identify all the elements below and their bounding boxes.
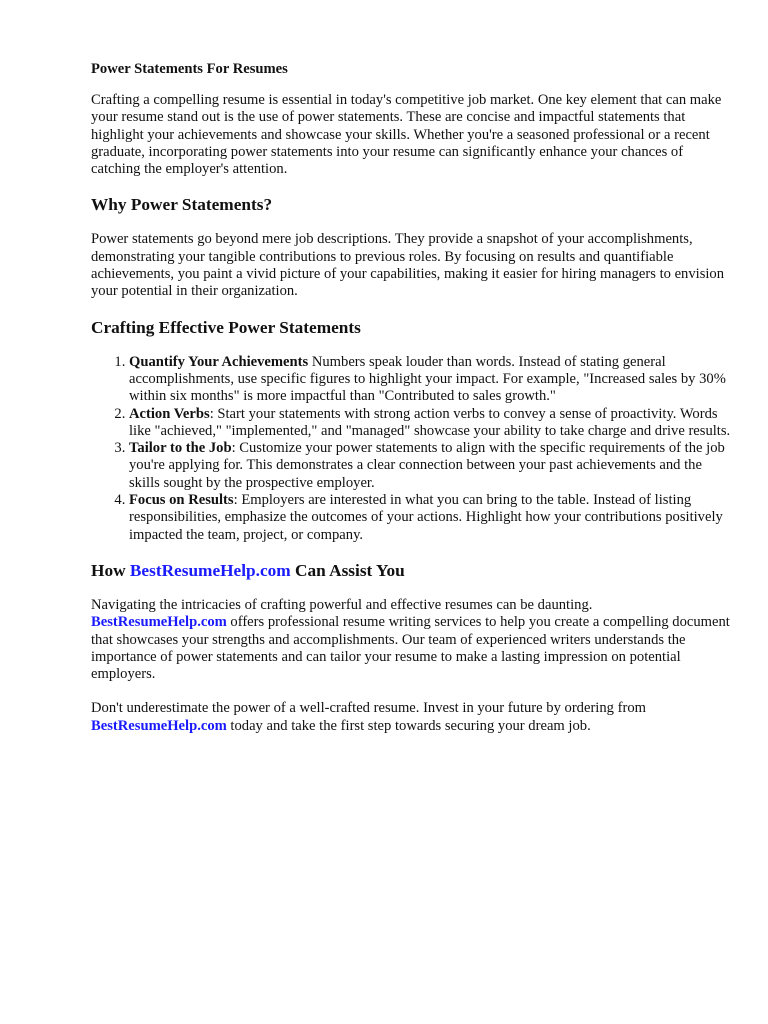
bestresumehelp-link[interactable]: BestResumeHelp.com [91,717,227,734]
list-item-separator: : [209,405,218,422]
list-item-text: Numbers speak louder than words. Instead of stating general accomplishments, use specific figures to highlight your impact. For example, "Increased sales by 30% within six months" is more impactful than "Contributed to sales growth." [129,353,726,405]
list-item-text: Customize your power statements to align with the specific requirements of the job you're applying for. This demonstrates a clear connection between your past achievements and the skills sought by the prospective employer. [129,440,725,491]
paragraph-text-after: offers professional resume writing services to help you create a compelling document that showcases your strengths and accomplishments. Our team of experienced writers understands the importance of power statements and can tailor your resume to make a lasting impression on potential employers. [91,614,730,683]
list-item-term: Focus on Results [129,492,234,509]
list-item [129,440,731,492]
page-title: Power Statements For Resumes [91,61,288,77]
list-item-term: Action Verbs [129,405,210,422]
paragraph-text-after: today and take the first step towards securing your dream job. [226,717,591,734]
why-paragraph: Power statements go beyond mere job descriptions. They provide a snapshot of your accomplishments, demonstrating your tangible contributions to previous roles. By focusing on results and quantifiable achievements, you paint a vivid picture of your capabilities, making it easier for hiring managers to envision your potential in their organization. [91,231,725,300]
list-item [129,354,731,406]
section-heading-crafting: Crafting Effective Power Statements [91,317,361,337]
list-item-text: Employers are interested in what you can bring to the table. Instead of listing responsibilities, emphasize the outcomes of your actions. Highlight how your contributions positively impacted the team, project, or company. [129,492,723,543]
list-item-term: Quantify Your Achievements [129,353,309,370]
list-item [129,406,731,441]
section-heading-assist [91,561,731,581]
list-item-separator: : [233,492,242,509]
list-item-term: Tailor to the Job [129,440,232,457]
intro-paragraph: Crafting a compelling resume is essential in today's competitive job market. One key element that can make your resume stand out is the use of power statements. These are concise and impactful statements that highlight your achievements and showcase your skills. Whether you're a seasoned professional or a recent graduate, incorporating power statements into your resume can significantly enhance your chances of catching the employer's attention. [91,92,722,178]
power-statement-tips-list [91,354,731,544]
heading-text-after: Can Assist You [290,560,405,580]
list-item [129,492,731,544]
heading-text-before: How [91,560,130,580]
list-item-separator: : [231,440,240,457]
bestresumehelp-heading-link[interactable]: BestResumeHelp.com [129,560,291,580]
list-item-text: Start your statements with strong action verbs to convey a sense of proactivity. Words like "achieved," "implemented," and "managed" showcase your ability to take charge and drive results. [129,405,731,439]
document-page [91,60,731,752]
assist-paragraph [91,597,731,683]
bestresumehelp-link[interactable]: BestResumeHelp.com [91,614,227,631]
section-heading-why: Why Power Statements? [91,195,273,215]
paragraph-text-before: Navigating the intricacies of crafting powerful and effective resumes can be daunting. [91,596,593,613]
paragraph-text-before: Don't underestimate the power of a well-crafted resume. Invest in your future by ordering from [91,700,646,717]
closing-paragraph [91,700,731,735]
